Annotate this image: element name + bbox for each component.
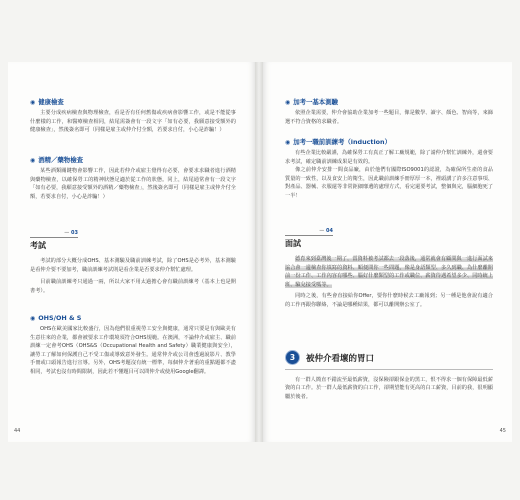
- drug-test-text: 某些酒類關鍵物會影響工作，因此若仲介或雇主覺得有必要，會要求求職者進行酒精與藥物檢查，以確保勞工的精神狀態足適於從工作的狀態。同上，結尾通常會有一段文字「如有必要，我願意接受額外的酒精／藥物檢查」，然後簽名即可（同樣是雇主或仲介付全額，若要求自付，小心是詐騙！）: [30, 168, 236, 200]
- drug-test-title: 酒精／藥物檢查: [38, 156, 83, 164]
- exam-section: [30, 230, 236, 295]
- circle-bullet-icon: ◉: [30, 157, 36, 164]
- callout-number-badge: 3: [285, 350, 300, 365]
- section-number: — 04: [285, 228, 333, 236]
- basic-test-text: 依照企業需要，仲介會協助企業加考一些題目，像是數學、讀字、顏色、智商等，來篩選不符合資格的求職者。: [285, 110, 493, 125]
- ohs-heading: [30, 314, 236, 323]
- book-gutter: [255, 62, 263, 442]
- callout-text: 有一群人簡直不錯流至最低薪資，沒保險卻跟保金的黑工，恨不得求一個有保障最低薪資的白工作。於一群人最低薪資的白工作，卻期望能有更高的白工薪資，目前的我，很明顯屬於後者。: [285, 376, 493, 400]
- induction-text-2: 像之前仲介安排一間食品廠，由於他們有國際ISO9001的認證，為確保所生產的食品質量的一致性，以及食安上的衛生，因此職前訓練手冊厚厚一本，裡頭講了許多注意事項、對產品、器械、衣服還等非常鉅細靡遺的處理方式，看完還要考試，整個與完，腦細胞死了一半！: [285, 167, 493, 199]
- basic-test-title: 加考一基本測驗: [293, 98, 338, 106]
- callout-divider: [285, 369, 493, 370]
- interview-text-2: 同時之後，有些會直接給你Offer，要你什麼時候去工廠報到；另一種是他會說有適合的工作再跟你聯絡，不論是哪種結果，都可以離開辦公室了。: [285, 293, 493, 308]
- health-check-title: 健康檢查: [38, 98, 64, 106]
- ohs-text: OHS在歐美國家比較盛行，因為他們很重視勞工安全與健康，通常只要是有與歐美有生意往來的企業，都會被要求工作環境須符合OHS規範。在澳洲，不論仲介或雇主、職前訓練一定會考OHS（OHS&S（Occupational Health and Safety）職業健康與安全），讓勞工了解如何保護自己不受工傷或導致意外發生。通常仲介或公司會透過說影片、教學手冊或口頭報告進行宣導。另外，OHS考題沒有統一標準，每個仲介著重的重點題都不盡相同，考試也沒有時間限制，因此若不懂題目可以問仲介或使用Google翻譯。: [30, 326, 236, 375]
- right-page: [263, 62, 512, 442]
- section-title: 面試: [285, 239, 301, 248]
- page-number: 45: [499, 428, 506, 434]
- callout-block: [285, 350, 493, 401]
- left-page: [8, 62, 255, 442]
- page-number: 44: [14, 428, 21, 434]
- ohs-title: OHS/OH & S: [38, 314, 82, 322]
- circle-bullet-icon: ◉: [30, 315, 36, 322]
- induction-heading: [285, 138, 493, 147]
- circle-bullet-icon: ◉: [285, 139, 291, 146]
- basic-test-heading: [285, 98, 493, 107]
- health-check-heading: [30, 98, 236, 107]
- callout-title: 被仲介看壞的胃口: [306, 353, 375, 364]
- basic-test-block: [285, 98, 493, 126]
- exam-intro-text: 考試的部分大概分成OHS、基本測驗及職前訓練考試，除了OHS是必考外，基本測驗是看仲介要不要加考，職前訓練考試則是看企業是否要求仲介幫忙處理。: [30, 258, 236, 273]
- induction-text-1: 有些企業比較嚴謹，為確保勞工有真正了解工廠規範，除了請仲介幫忙訓練外，還會要求考試，確定職前訓練成果是有效的。: [285, 150, 493, 165]
- circle-bullet-icon: ◉: [285, 99, 291, 106]
- health-check-text: 主要分成疾病檢查與物理檢查，看是否有任何舊傷或疾病會影響工作，或是不能從事什麼樣的工作，和醫療檢查相同，結尾需簽會有一段文字「如有必要，我願意接受額外的健康檢查」，然後簽名即可（同樣是雇主或仲介付全額，若要求自付，小心是詐騙！）: [30, 110, 236, 134]
- ohs-block: [30, 314, 236, 377]
- section-number: — 03: [30, 230, 78, 238]
- section-title: 考試: [30, 241, 46, 250]
- interview-section: [285, 228, 493, 310]
- exam-note-text: 目前職前訓練考只通過一兩，所以大家不用太過擔心會有職前訓練考（基本上也是開書考）。: [30, 279, 236, 294]
- induction-title: 加考一職前訓練考（induction）: [293, 138, 391, 146]
- induction-block: [285, 138, 493, 201]
- interview-text-1: 德育來到臺灣後一期了，當資料被考試都去一段落後，通常就會有顧問與一進行面試來協合會一邊檢查你填寫的資料、順便問你一些問題，像是身語類型、多久到職、為什麼離開前一份工作、工作內容有哪些、腦好什麼類型的工作或職位、薪資待遇希望多少、同時統上班、驗兌接受嗎等。: [285, 256, 493, 288]
- callout-heading: [285, 350, 493, 365]
- health-check-block: [30, 98, 236, 135]
- drug-test-heading: [30, 156, 236, 165]
- drug-test-block: [30, 156, 236, 201]
- circle-bullet-icon: ◉: [30, 99, 36, 106]
